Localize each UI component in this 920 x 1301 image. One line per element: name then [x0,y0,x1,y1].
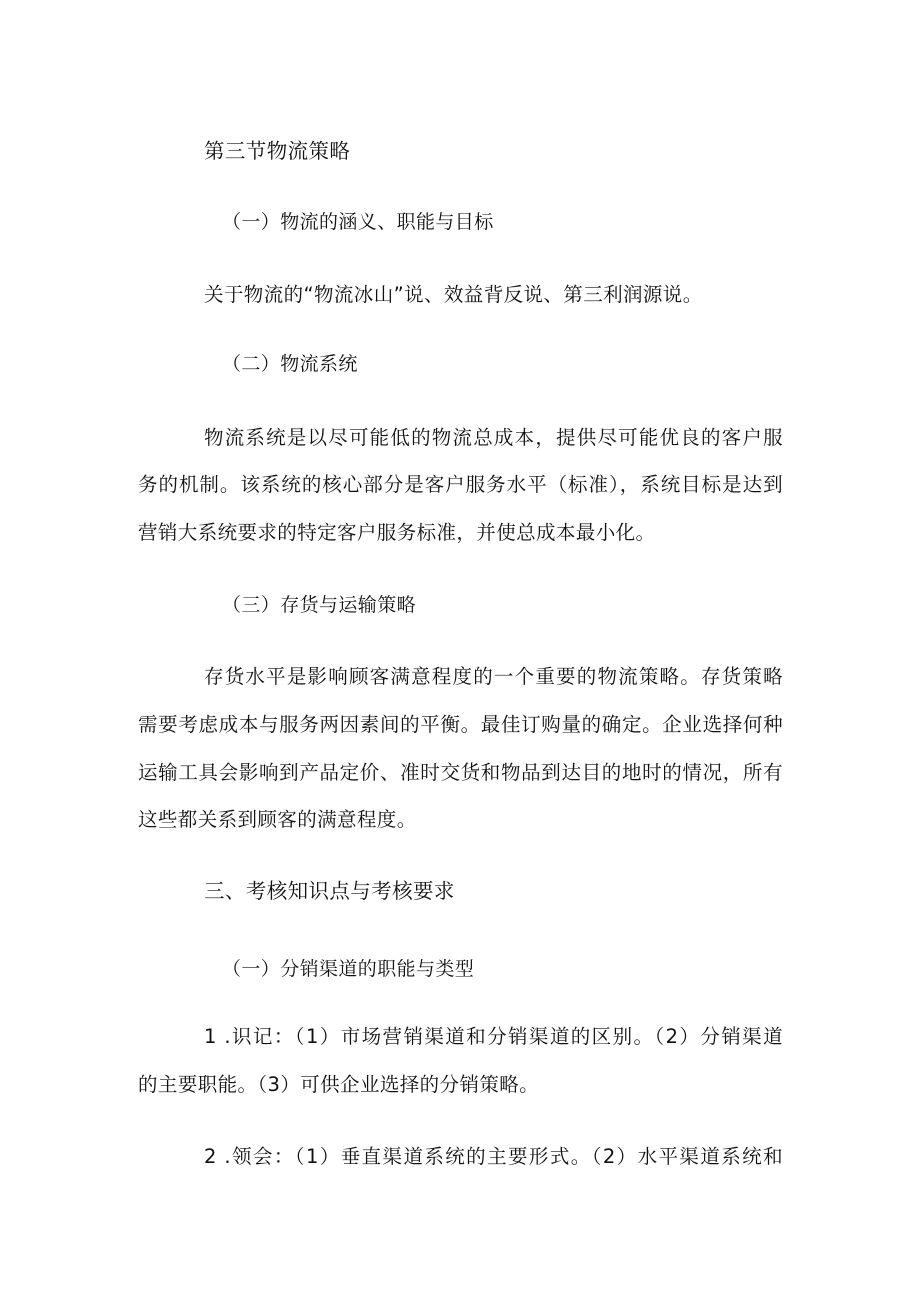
paragraph-line: 这些都关系到顾客的满意程度。 [138,808,417,831]
paragraph-line: 运输工具会影响到产品定价、准时交货和物品到达目的地时的情况，所有 [138,761,783,784]
paragraph-line: 需要考虑成本与服务两因素间的平衡。最佳订购量的确定。企业选择何种 [138,713,783,736]
paragraph-line: 1 .识记：（1）市场营销渠道和分销渠道的区别。（2）分销渠道 [204,1025,783,1048]
paragraph-line: 存货水平是影响顾客满意程度的一个重要的物流策略。存货策略 [204,665,783,688]
paragraph-line: 务的机制。该系统的核心部分是客户服务水平（标准），系统目标是达到 [138,473,783,496]
paragraph-line: 营销大系统要求的特定客户服务标准，并使总成本最小化。 [138,521,656,544]
paragraph-line: 的主要职能。（3）可供企业选择的分销策略。 [138,1073,540,1096]
subsection-heading-3: （三）存货与运输策略 [222,594,417,616]
paragraph-line: 2 .领会：（1）垂直渠道系统的主要形式。（2）水平渠道系统和 [204,1145,783,1168]
subsection-heading-1: （一）物流的涵义、职能与目标 [222,211,494,233]
section-title: 第三节物流策略 [204,139,351,163]
paragraph-1: 关于物流的“物流冰山”说、效益背反说、第三利润源说。 [204,283,703,306]
subsection-heading-4: （一）分销渠道的职能与类型 [222,958,475,980]
part-title: 三、考核知识点与考核要求 [204,879,455,903]
subsection-heading-2: （二）物流系统 [222,353,358,375]
paragraph-line: 物流系统是以尽可能低的物流总成本，提供尽可能优良的客户服 [204,426,783,449]
